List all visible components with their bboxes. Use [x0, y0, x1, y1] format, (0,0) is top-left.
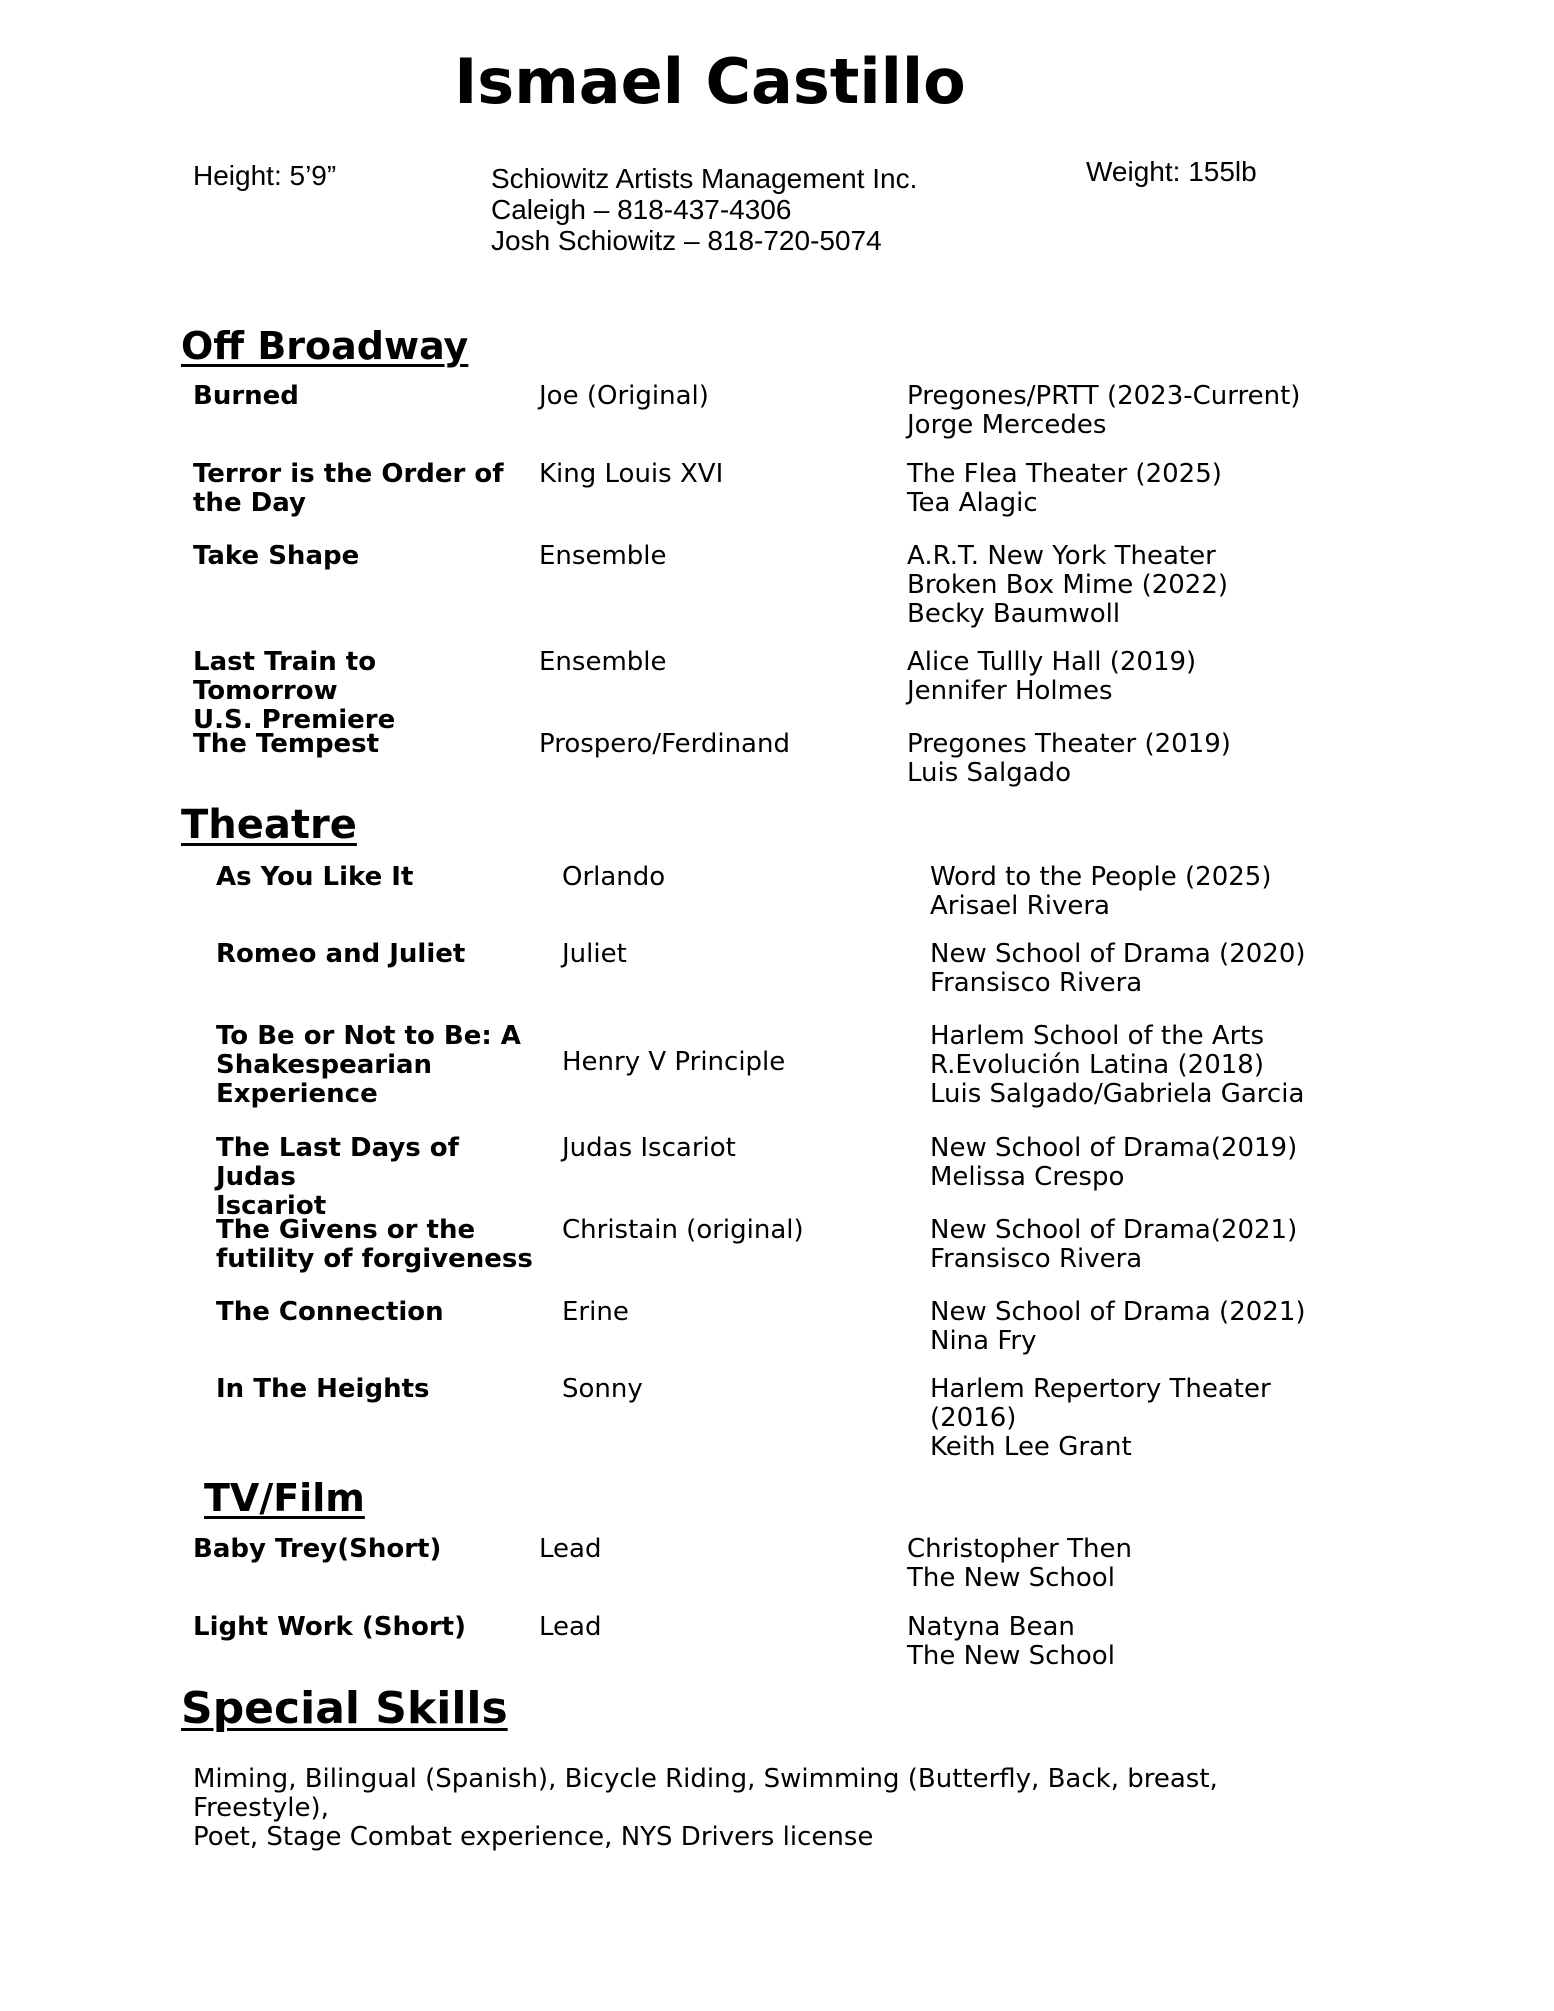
credit-role: Sonny	[562, 1374, 643, 1404]
credit-venue: Christopher Then The New School	[907, 1534, 1132, 1593]
credit-show: Take Shape	[193, 541, 360, 571]
agency-block	[491, 163, 917, 256]
credit-role: Lead	[539, 1534, 602, 1564]
section-title-tv-film: TV/Film	[204, 1476, 365, 1520]
credit-show: As You Like It	[216, 862, 414, 892]
agency-company: Schiowitz Artists Management Inc.	[491, 163, 918, 194]
credit-role: Henry V Principle	[562, 1047, 786, 1077]
credit-role: Lead	[539, 1612, 602, 1642]
credit-venue: Harlem School of the Arts R.Evolución Latina (2018) Luis Salgado/Gabriela Garcia	[930, 1021, 1305, 1109]
section-title-theatre: Theatre	[181, 802, 357, 848]
weight-stat: Weight: 155lb	[1086, 156, 1257, 187]
credit-venue: Natyna Bean The New School	[907, 1612, 1115, 1671]
credit-show: Baby Trey(Short)	[193, 1534, 442, 1564]
special-skills-text: Miming, Bilingual (Spanish), Bicycle Riding, Swimming (Butterfly, Back, breast, Freestyle), Poet, Stage Combat experience, NYS Drivers license	[193, 1764, 1218, 1852]
credit-role: Christain (original)	[562, 1215, 804, 1245]
credit-role: Prospero/Ferdinand	[539, 729, 790, 759]
actor-name: Ismael Castillo	[454, 45, 966, 118]
credit-venue: New School of Drama (2020) Fransisco Rivera	[930, 939, 1306, 998]
credit-venue: The Flea Theater (2025) Tea Alagic	[907, 459, 1222, 518]
credit-venue: Word to the People (2025) Arisael Rivera	[930, 862, 1272, 921]
section-title-off-broadway: Off Broadway	[181, 324, 469, 368]
credit-venue: New School of Drama(2021) Fransisco Rivera	[930, 1215, 1298, 1274]
credit-role: King Louis XVI	[539, 459, 724, 489]
credit-show: In The Heights	[216, 1374, 430, 1404]
credit-role: Ensemble	[539, 647, 667, 677]
credit-show: Last Train to Tomorrow U.S. Premiere	[193, 647, 396, 735]
agency-contact-2: Josh Schiowitz – 818-720-5074	[491, 225, 882, 256]
credit-show: To Be or Not to Be: A Shakespearian Experience	[216, 1021, 521, 1109]
credit-role: Joe (Original)	[539, 381, 709, 411]
credit-show: The Last Days of Judas Iscariot	[216, 1133, 459, 1221]
credit-show: Light Work (Short)	[193, 1612, 466, 1642]
credit-venue: New School of Drama (2021) Nina Fry	[930, 1297, 1306, 1356]
height-stat: Height: 5’9”	[193, 160, 337, 191]
credit-venue: Pregones/PRTT (2023-Current) Jorge Mercedes	[907, 381, 1301, 440]
credit-show: The Tempest	[193, 729, 380, 759]
agency-contact-1: Caleigh – 818-437-4306	[491, 194, 792, 225]
credit-venue: New School of Drama(2019) Melissa Crespo	[930, 1133, 1298, 1192]
credit-venue: A.R.T. New York Theater Broken Box Mime (2022) Becky Baumwoll	[907, 541, 1229, 629]
credit-show: The Givens or the futility of forgiveness	[216, 1215, 533, 1274]
credit-role: Judas Iscariot	[562, 1133, 736, 1163]
credit-show: Burned	[193, 381, 299, 411]
credit-venue: Alice Tullly Hall (2019) Jennifer Holmes	[907, 647, 1197, 706]
section-title-special-skills: Special Skills	[181, 1683, 508, 1734]
credit-venue: Pregones Theater (2019) Luis Salgado	[907, 729, 1231, 788]
credit-role: Orlando	[562, 862, 666, 892]
credit-show: Terror is the Order of the Day	[193, 459, 504, 518]
credit-role: Erine	[562, 1297, 629, 1327]
credit-venue: Harlem Repertory Theater (2016) Keith Lee Grant	[930, 1374, 1271, 1462]
credit-role: Juliet	[562, 939, 627, 969]
credit-show: Romeo and Juliet	[216, 939, 466, 969]
credit-role: Ensemble	[539, 541, 667, 571]
credit-show: The Connection	[216, 1297, 444, 1327]
